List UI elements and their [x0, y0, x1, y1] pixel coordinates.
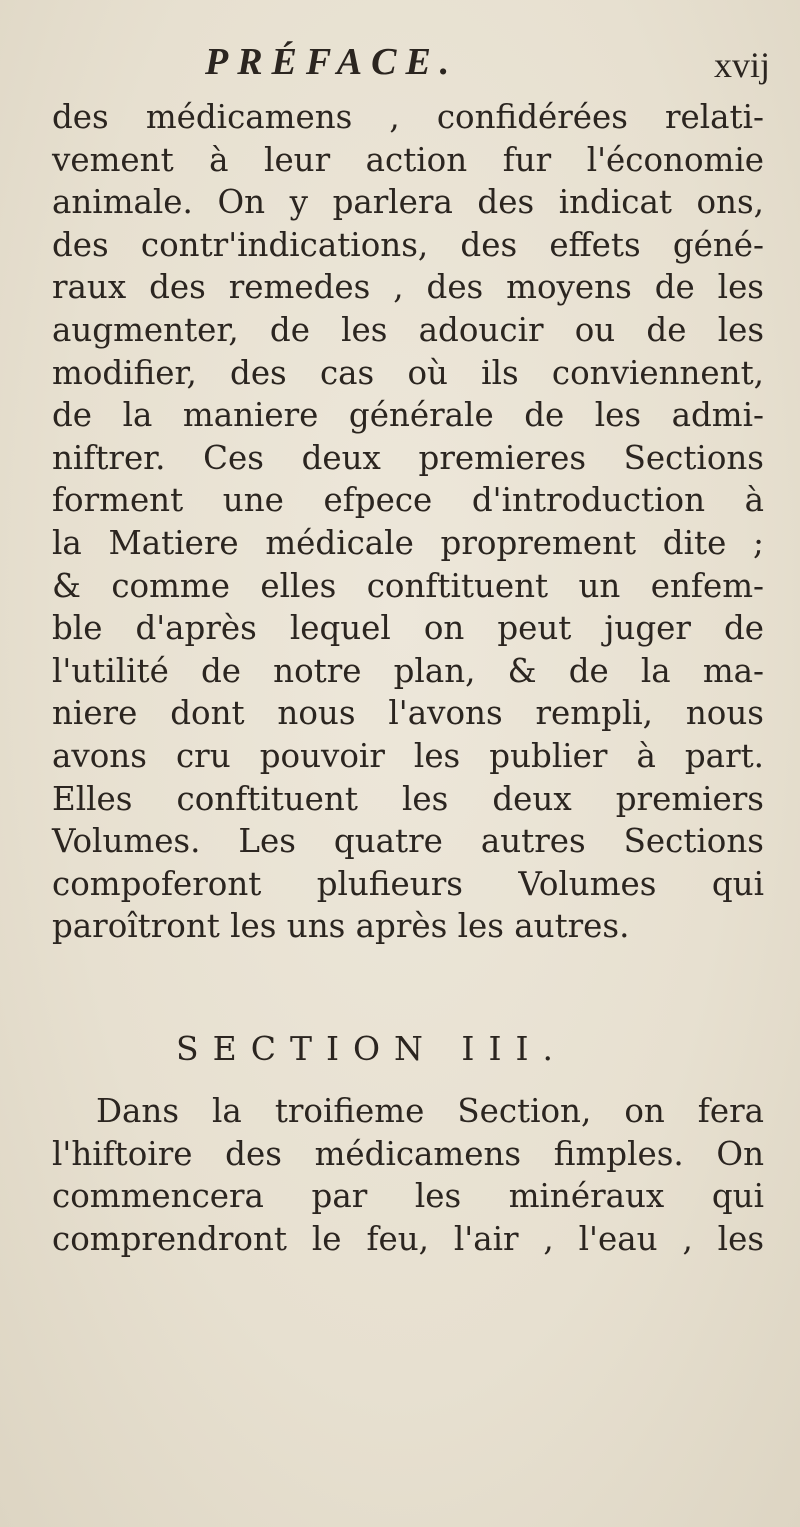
- paragraph-1: [52, 96, 764, 948]
- text-line: modifier, des cas où ils conviennent,: [52, 353, 764, 392]
- text-line: raux des remedes , des moyens de les: [52, 268, 764, 307]
- text-line: compoferont plufieurs Volumes qui: [52, 864, 764, 903]
- running-title: PRÉFACE.: [205, 41, 459, 83]
- text-line: l'hiftoire des médicamens fimples. On: [52, 1134, 764, 1173]
- text-line: paroîtront les uns après les autres.: [52, 907, 630, 946]
- text-line: niere dont nous l'avons rempli, nous: [52, 694, 764, 733]
- text-line: avons cru pouvoir les publier à part.: [52, 736, 764, 775]
- text-line: ble d'après lequel on peut juger de: [52, 609, 764, 648]
- text-line: comprendront le feu, l'air , l'eau , les: [52, 1219, 764, 1258]
- running-head: [205, 40, 770, 90]
- text-line: l'utilité de notre plan, & de la ma-: [52, 651, 764, 690]
- text-line: des contr'indications, des effets géné-: [52, 225, 764, 264]
- text-line: Volumes. Les quatre autres Sections: [52, 822, 764, 861]
- paragraph-2: [52, 1090, 764, 1260]
- text-line: animale. On y parlera des indicat ons,: [52, 183, 764, 222]
- text-line: des médicamens , confidérées relati-: [52, 98, 764, 136]
- text-line: niftrer. Ces deux premieres Sections: [52, 438, 764, 477]
- page-number: xvij: [713, 45, 770, 85]
- text-line: Dans la troifieme Section, on fera: [96, 1092, 764, 1130]
- text-line: vement à leur action fur l'économie: [52, 140, 764, 179]
- text-line: la Matiere médicale proprement dite ;: [52, 523, 764, 562]
- text-line: de la maniere générale de les admi-: [52, 396, 764, 435]
- text-line: Elles conftituent les deux premiers: [52, 779, 764, 818]
- text-line: commencera par les minéraux qui: [52, 1177, 764, 1216]
- text-line: & comme elles conftituent un enfem-: [52, 566, 764, 605]
- section-heading: SECTION III.: [176, 1029, 568, 1068]
- text-line: augmenter, de les adoucir ou de les: [52, 310, 764, 349]
- text-line: forment une efpece d'introduction à: [52, 481, 764, 520]
